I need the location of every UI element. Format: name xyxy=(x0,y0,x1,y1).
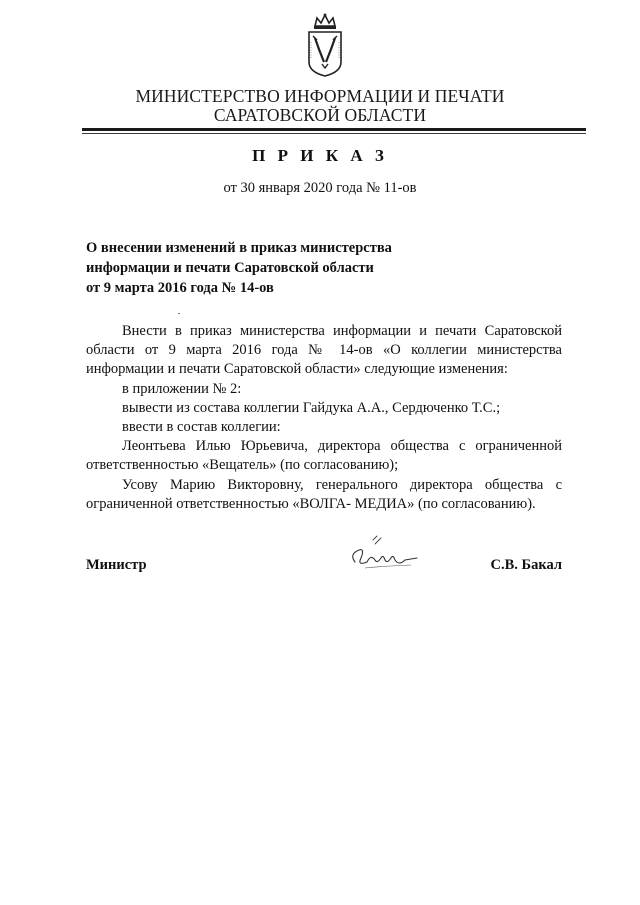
body-line: вывести из состава коллегии Гайдука А.А., Сердюченко Т.С.; xyxy=(122,399,501,416)
body-line: информации и печати Саратовской области» следующие изменения: xyxy=(86,361,508,378)
scan-speck xyxy=(178,313,180,314)
body-line: в приложении № 2: xyxy=(122,380,242,397)
signatory-name: С.В. Бакал xyxy=(490,557,562,573)
document-body xyxy=(86,322,562,514)
subject-line: О внесении изменений в приказ министерства xyxy=(86,240,392,256)
body-line: ввести в состав коллегии: xyxy=(122,419,281,436)
handwritten-signature xyxy=(345,532,425,578)
subject-line: информации и печати Саратовской области xyxy=(86,260,374,276)
body-line: Усову Марию Викторовну, генерального директора общества с xyxy=(122,476,562,493)
header-rule-thin xyxy=(82,133,586,134)
body-line: Леонтьева Илью Юрьевича, директора общества с ограниченной xyxy=(122,438,562,455)
header-rule-thick xyxy=(82,128,586,131)
body-line: ответственностью «Вещатель» (по согласованию); xyxy=(86,457,399,474)
document-date-number: от 30 января 2020 года № 11-ов xyxy=(223,180,417,196)
signatory-role: Министр xyxy=(86,557,147,573)
body-line: Внести в приказ министерства информации и печати Саратовской xyxy=(122,323,562,339)
org-name-line-1: МИНИСТЕРСТВО ИНФОРМАЦИИ И ПЕЧАТИ xyxy=(135,86,505,106)
document-subject xyxy=(86,238,446,298)
org-name-line-2: САРАТОВСКОЙ ОБЛАСТИ xyxy=(213,105,427,125)
body-line: ограниченной ответственностью «ВОЛГА- МЕДИА» (по согласованию). xyxy=(86,495,536,512)
coat-of-arms-icon xyxy=(301,12,349,78)
document-title: П Р И К А З xyxy=(252,146,388,165)
body-line: области от 9 марта 2016 года № 14-ов «О коллегии министерства xyxy=(86,342,562,359)
subject-line: от 9 марта 2016 года № 14-ов xyxy=(86,280,274,296)
